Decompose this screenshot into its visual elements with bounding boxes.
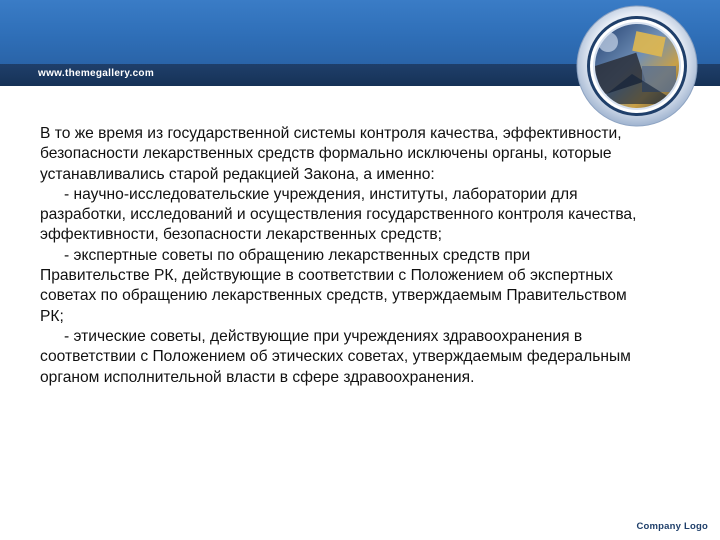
company-logo: Company Logo [636,521,708,532]
intro-paragraph: В то же время из государственной системы контроля качества, эффективности, безопасности лекарственных средств формально исключены органы, которые устанавливались старой редакцией Закона, а именно: [40,125,622,183]
site-url: www.themegallery.com [38,68,155,79]
list-item-expert-councils: - экспертные советы по обращению лекарственных средств при Правительстве РК, действующие в соответствии с Положением об экспертных советах по обращению лекарственных средств, утверждаемым Правительством РК; [40,246,627,325]
body-text [40,124,640,388]
list-item-research-institutes: - научно-исследовательские учреждения, институты, лаборатории для разработки, исследований и осуществления государственного контроля качества, эффективности, безопасности лекарственных средств; [40,185,637,244]
list-item-ethics-councils: - этические советы, действующие при учреждениях здравоохранения в соответствии с Положением об этических советах, утверждаемым федеральным органом исполнительной власти в сфере здравоохранения. [40,327,631,386]
globe-photo-icon [572,4,702,134]
circular-photo-logo [572,4,702,134]
